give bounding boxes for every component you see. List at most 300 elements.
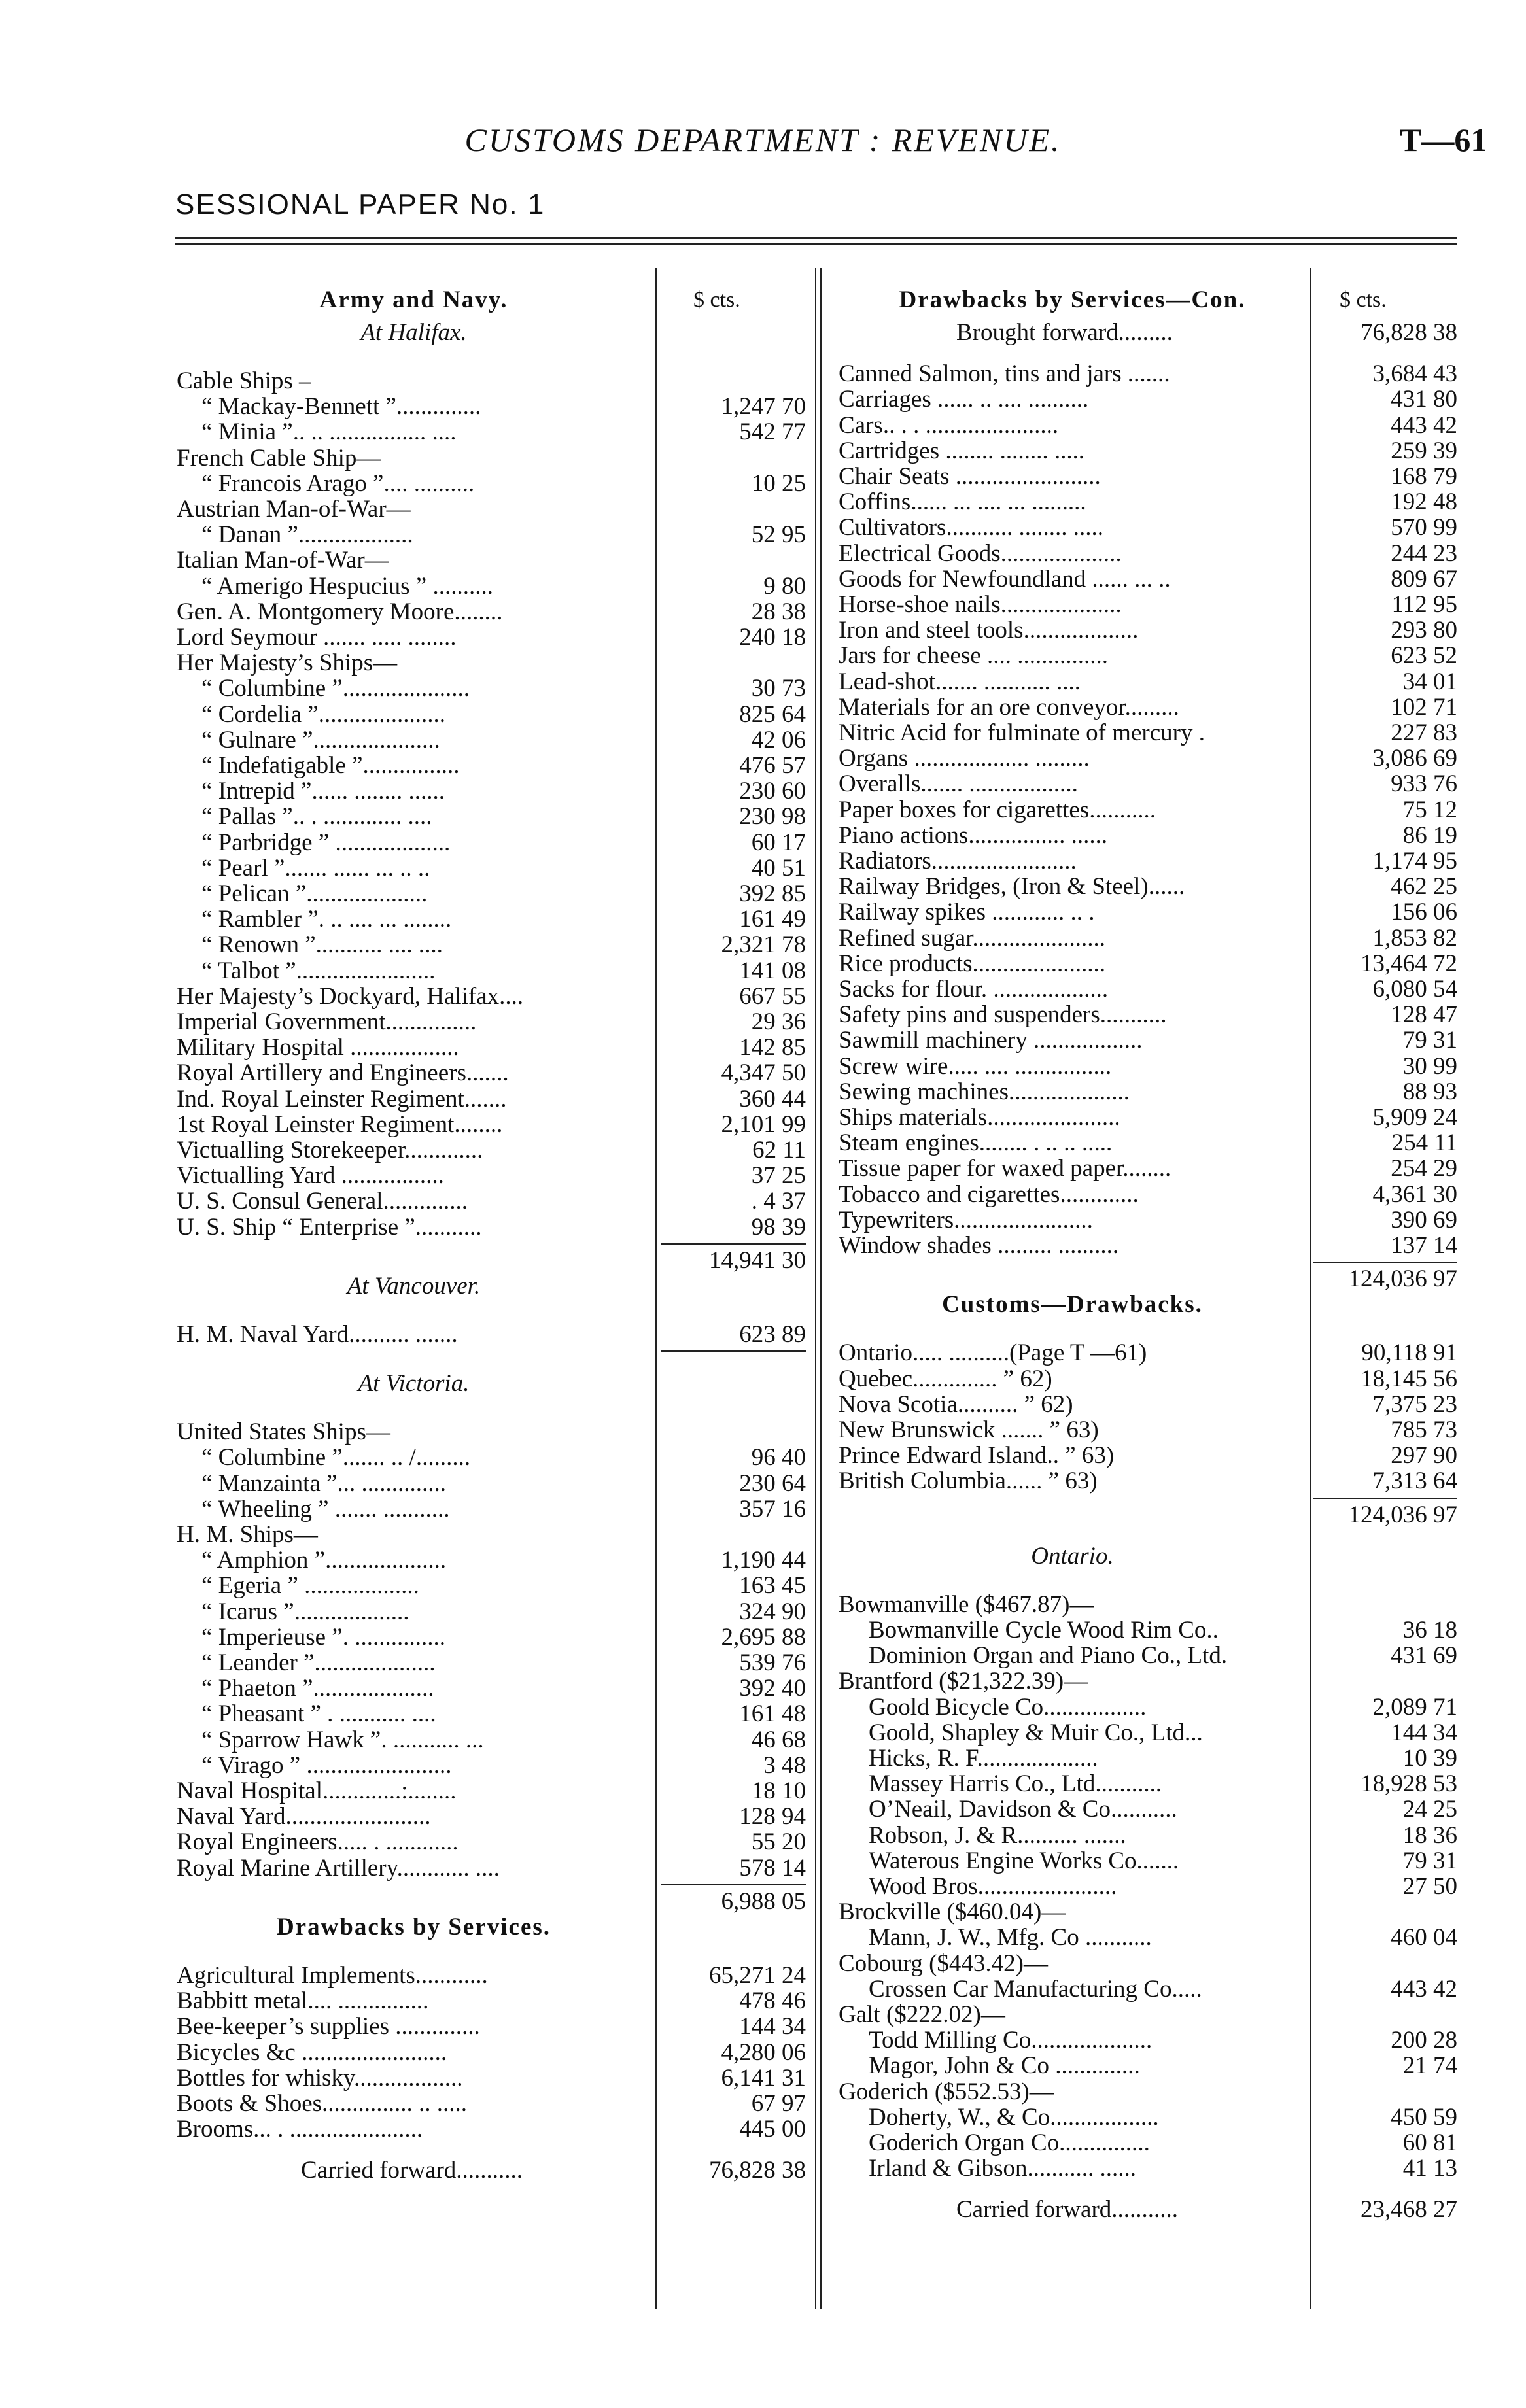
amount-value: 168 79: [1391, 463, 1457, 490]
section-heading: At Victoria.: [358, 1371, 470, 1397]
amount-value: 124,036 97: [1348, 1501, 1457, 1528]
ledger-row: [177, 1963, 806, 1988]
item-label: Ships materials......................: [839, 1105, 1120, 1130]
item-label: 1st Royal Leinster Regiment........: [177, 1112, 503, 1137]
amount-value: 809 67: [1391, 565, 1457, 593]
amount-value: 18 36: [1402, 1821, 1457, 1849]
item-label: Austrian Man-of-War—: [177, 497, 411, 522]
ledger-row: [839, 387, 1457, 412]
item-label: Victualling Yard .................: [177, 1163, 444, 1189]
amount-value: 55 20: [751, 1829, 806, 1856]
amount-value: 443 42: [1391, 1975, 1457, 2003]
item-label: Royal Artillery and Engineers.......: [177, 1061, 509, 1086]
amount-value: 240 18: [739, 624, 806, 651]
amount-value: 293 80: [1391, 617, 1457, 644]
amount-value: 18,928 53: [1361, 1770, 1457, 1798]
item-label: British Columbia...... ” 63): [839, 1469, 1098, 1494]
ledger-row: [839, 567, 1457, 592]
top-rule: [175, 237, 1457, 239]
ledger-row: [177, 497, 806, 522]
ledger-row: [177, 676, 806, 701]
ledger-row: [177, 959, 806, 984]
ledger-row: [177, 1497, 806, 1522]
ledger-row: [839, 695, 1457, 720]
amount-value: 60 81: [1402, 2129, 1457, 2156]
amount-value: 1,174 95: [1372, 848, 1457, 874]
ledger-row: [177, 1779, 806, 1804]
amount-value: 98 39: [751, 1213, 806, 1241]
ledger-row: [177, 1830, 806, 1855]
ledger-row: [177, 1371, 806, 1396]
amount-value: 67 97: [751, 2090, 806, 2117]
item-label: Imperial Government...............: [177, 1010, 477, 1035]
amount-value: 6,988 05: [721, 1887, 806, 1915]
item-label: Chair Seats ........................: [839, 464, 1101, 489]
item-label: Jars for cheese .... ...............: [839, 644, 1109, 669]
amount-value: 30 99: [1402, 1052, 1457, 1080]
ledger-row: [177, 1087, 806, 1112]
item-label: “ Indefatigable ”................: [201, 753, 460, 778]
item-label: Royal Engineers..... . ............: [177, 1830, 459, 1855]
item-label: Italian Man-of-War—: [177, 548, 389, 574]
ledger-row: [839, 746, 1457, 771]
total-rule: [1313, 1262, 1457, 1263]
ledger-row: [839, 1054, 1457, 1079]
item-label: Naval Hospital.............:........: [177, 1779, 457, 1804]
item-label: United States Ships—: [177, 1420, 390, 1445]
ledger-row: [177, 625, 806, 650]
ledger-row: [839, 2028, 1457, 2053]
ledger-row: [177, 1061, 806, 1086]
ledger-row: [177, 548, 806, 573]
item-label: Cartridges ........ ........ .....: [839, 438, 1085, 464]
ledger-row: [839, 1544, 1457, 1569]
ledger-row: [839, 1797, 1457, 1822]
item-label: Ontario..... ..........(Page T —61): [839, 1341, 1147, 1366]
item-label: Cars.. . . ......................: [839, 413, 1059, 438]
ledger-row: [839, 798, 1457, 823]
ledger-row: [839, 1341, 1457, 1366]
ledger-row: [839, 1503, 1457, 1528]
ledger-row: [177, 1676, 806, 1701]
amount-value: 324 90: [739, 1598, 806, 1625]
item-label: Babbitt metal.... ...............: [177, 1989, 429, 2014]
amount-value: 460 04: [1391, 1924, 1457, 1952]
amount-value: 6,141 31: [721, 2064, 806, 2091]
ledger-row: [839, 1443, 1457, 1468]
amount-value: 52 95: [751, 521, 806, 549]
amount-value: 254 11: [1391, 1129, 1457, 1157]
ledger-row: [177, 907, 806, 932]
amount-value: 933 76: [1391, 770, 1457, 798]
ledger-row: [839, 1874, 1457, 1899]
amount-value: 192 48: [1391, 489, 1457, 516]
item-label: Boots & Shoes............... .. .....: [177, 2091, 468, 2116]
amount-value: 445 00: [739, 2116, 806, 2143]
amount-value: 254 29: [1391, 1155, 1457, 1182]
ledger-row: [177, 2040, 806, 2065]
item-label: Nitric Acid for fulminate of mercury .: [839, 721, 1205, 746]
item-label: “ Parbridge ” ...................: [201, 830, 451, 855]
amount-value: 28 38: [751, 598, 806, 625]
ledger-row: [839, 1367, 1457, 1392]
amount-value: 2,321 78: [721, 931, 806, 959]
item-label: Materials for an ore conveyor.........: [839, 695, 1179, 720]
amount-value: 128 47: [1391, 1001, 1457, 1029]
amount-value: 4,347 50: [721, 1059, 806, 1087]
amount-value: 10 25: [751, 470, 806, 497]
amount-value: 18 10: [751, 1778, 806, 1804]
ledger-row: [177, 1445, 806, 1470]
amount-value: 2,695 88: [721, 1623, 806, 1651]
item-label: “ Egeria ” ...................: [201, 1574, 419, 1599]
item-label: “ Mackay-Bennett ”..............: [201, 394, 481, 420]
amount-value: 62 11: [752, 1137, 806, 1163]
item-label: Sewing machines....................: [839, 1079, 1130, 1105]
item-label: Agricultural Implements............: [177, 1963, 488, 1988]
item-label: H. M. Naval Yard.......... .......: [177, 1322, 458, 1347]
amount-value: 230 60: [739, 778, 806, 805]
item-label: Crossen Car Manufacturing Co.....: [869, 1976, 1202, 2002]
amount-value: 34 01: [1402, 668, 1457, 695]
item-label: Tobacco and cigarettes.............: [839, 1182, 1139, 1207]
ledger-row: [177, 1471, 806, 1496]
item-label: “ Wheeling ” ....... ...........: [201, 1496, 450, 1522]
ledger-row: [177, 831, 806, 855]
item-label: Steam engines........ . .. .. .....: [839, 1131, 1113, 1156]
item-label: Massey Harris Co., Ltd...........: [869, 1772, 1162, 1797]
ledger-row: [177, 1522, 806, 1547]
ledger-row: [177, 1035, 806, 1060]
ledger-row: [839, 1592, 1457, 1617]
item-label: “ Francois Arago ”.... ..........: [201, 471, 475, 496]
ledger-row: [839, 320, 1457, 345]
ledger-row: [839, 1925, 1457, 1950]
item-label: “ Intrepid ”...... ........ ......: [201, 779, 445, 804]
amount-value: 65,271 24: [709, 1962, 806, 1989]
item-label: Bottles for whisky..................: [177, 2065, 463, 2091]
item-label: Electrical Goods....................: [839, 541, 1122, 566]
item-label: Horse-shoe nails....................: [839, 593, 1122, 617]
item-label: “ Icarus ”...................: [201, 1599, 409, 1625]
ledger-row: [839, 1772, 1457, 1797]
amount-value: 7,375 23: [1372, 1390, 1457, 1418]
amount-value: 7,313 64: [1372, 1468, 1457, 1495]
amount-value: 1,247 70: [721, 393, 806, 421]
ledger-row: [839, 977, 1457, 1002]
item-label: Naval Yard........................: [177, 1804, 431, 1830]
amount-value: 230 98: [739, 803, 806, 831]
amount-value: 200 28: [1391, 2027, 1457, 2054]
ledger-row: [177, 320, 806, 345]
item-label: Wood Bros.......................: [869, 1874, 1117, 1899]
ledger-row: [177, 1702, 806, 1727]
ledger-row: [177, 1112, 806, 1137]
amount-value: 360 44: [739, 1085, 806, 1112]
item-label: Galt ($222.02)—: [839, 2003, 1005, 2027]
ledger-row: [839, 1977, 1457, 2002]
amount-value: 431 69: [1391, 1642, 1457, 1670]
ledger-row: [177, 1189, 806, 1214]
item-label: U. S. Consul General..............: [177, 1189, 468, 1214]
ledger-row: [839, 490, 1457, 515]
amount-value: 10 39: [1402, 1745, 1457, 1772]
ledger-row: [177, 394, 806, 419]
item-label: Piano actions................ ......: [839, 823, 1108, 848]
ledger-row: [177, 600, 806, 625]
item-label: Canned Salmon, tins and jars .......: [839, 362, 1170, 387]
amount-value: 443 42: [1391, 411, 1457, 439]
amount-value: 539 76: [739, 1649, 806, 1676]
ledger-row: [177, 1215, 806, 1240]
item-label: Sawmill machinery ..................: [839, 1028, 1143, 1054]
item-label: Gen. A. Montgomery Moore........: [177, 599, 503, 625]
ledger-row: [177, 2066, 806, 2091]
item-label: Window shades ......... ..........: [839, 1233, 1119, 1258]
item-label: Screw wire..... .... ................: [839, 1054, 1112, 1079]
amount-value: 3,684 43: [1372, 360, 1457, 388]
ledger-row: [177, 1574, 806, 1598]
item-label: Cobourg ($443.42)—: [839, 1951, 1048, 1976]
item-label: Prince Edward Island.. ” 63): [839, 1443, 1115, 1469]
ledger-row: [177, 369, 806, 394]
item-label: Hicks, R. F....................: [869, 1746, 1098, 1771]
amount-value: 6,080 54: [1372, 976, 1457, 1003]
ledger-row: [839, 1849, 1457, 1874]
amount-value: 450 59: [1391, 2103, 1457, 2131]
item-label: Goderich Organ Co...............: [869, 2131, 1150, 2156]
amount-value: 259 39: [1391, 437, 1457, 464]
item-label: Brantford ($21,322.39)—: [839, 1669, 1088, 1694]
center-separator: [815, 268, 816, 2309]
amount-value: 88 93: [1402, 1078, 1457, 1105]
ledger-row: [177, 1010, 806, 1035]
amount-value: 392 85: [739, 880, 806, 907]
amount-value: 18,145 56: [1361, 1365, 1457, 1392]
page-header-title: CUSTOMS DEPARTMENT : REVENUE.: [464, 122, 1062, 158]
amount-value: 46 68: [751, 1726, 806, 1753]
ledger-row: [177, 1753, 806, 1778]
amount-value: 2,101 99: [721, 1110, 806, 1138]
section-heading: At Vancouver.: [347, 1274, 481, 1299]
ledger-row: [839, 515, 1457, 540]
amount-value: 244 23: [1391, 540, 1457, 567]
item-label: Goold Bicycle Co.................: [869, 1694, 1147, 1720]
ledger-row: [839, 1233, 1457, 1258]
section-heading: Drawbacks by Services—Con.: [899, 288, 1246, 313]
item-label: “ Talbot ”.......................: [201, 958, 436, 984]
amount-value: 60 17: [751, 829, 806, 856]
amount-value: 297 90: [1391, 1442, 1457, 1470]
ledger-row: [177, 472, 806, 496]
ledger-row: [839, 618, 1457, 643]
item-label: Nova Scotia.......... ” 62): [839, 1392, 1073, 1417]
ledger-row: [177, 753, 806, 778]
ledger-row: [839, 1003, 1457, 1027]
amount-value: . 4 37: [751, 1188, 806, 1215]
amount-value: 3,086 69: [1372, 745, 1457, 772]
ledger-row: [839, 721, 1457, 746]
item-label: Robson, J. & R.......... .......: [869, 1823, 1126, 1848]
item-label: “ Pearl ”....... ...... ... .. ..: [201, 855, 430, 881]
ledger-row: [839, 1292, 1457, 1317]
ledger-row: [839, 1028, 1457, 1053]
ledger-row: [839, 1208, 1457, 1233]
amount-value: 1,853 82: [1372, 924, 1457, 952]
amount-value: 1,190 44: [721, 1547, 806, 1574]
amount-value: 144 34: [739, 2013, 806, 2040]
amount-value: 128 94: [739, 1803, 806, 1831]
amount-value: 23,468 27: [1361, 2196, 1457, 2224]
ledger-row: [839, 1823, 1457, 1848]
amount-value: 102 71: [1391, 693, 1457, 721]
amount-value: 42 06: [751, 726, 806, 753]
ledger-row: [839, 413, 1457, 438]
amount-value: 27 50: [1402, 1873, 1457, 1900]
ledger-row: [177, 856, 806, 881]
amount-value: 29 36: [751, 1008, 806, 1035]
amount-value: 79 31: [1402, 1847, 1457, 1874]
item-label: “ Phaeton ”....................: [201, 1676, 434, 1702]
item-label: “ Sparrow Hawk ”. ........... ...: [201, 1727, 484, 1753]
amount-value: 462 25: [1391, 873, 1457, 901]
ledger-row: [177, 1322, 806, 1347]
item-label: “ Pelican ”....................: [201, 882, 428, 906]
ledger-row: [839, 1900, 1457, 1925]
item-label: Coffins...... ... .... ... .........: [839, 490, 1086, 515]
ledger-row: [177, 446, 806, 471]
ledger-row: [177, 2014, 806, 2039]
item-label: Ind. Royal Leinster Regiment.......: [177, 1086, 507, 1112]
amount-value: 431 80: [1391, 386, 1457, 413]
ledger-row: [177, 2117, 806, 2142]
ledger-row: [177, 1600, 806, 1625]
item-label: “ Columbine ”.....................: [201, 676, 470, 702]
item-label: Carriages ...... .. .... ..........: [839, 387, 1089, 413]
ledger-row: [839, 772, 1457, 797]
item-label: Bee-keeper’s supplies ..............: [177, 2014, 480, 2040]
amount-value: 24 25: [1402, 1796, 1457, 1823]
amount-value: 230 64: [739, 1470, 806, 1497]
item-label: O’Neail, Davidson & Co...........: [869, 1797, 1177, 1823]
item-label: Iron and steel tools...................: [839, 618, 1139, 644]
amount-value: 36 18: [1402, 1617, 1457, 1643]
total-rule: [661, 1350, 806, 1352]
ledger-row: [177, 984, 806, 1009]
ledger-row: [177, 882, 806, 906]
ledger-row: [839, 1418, 1457, 1443]
ledger-row: [177, 1420, 806, 1445]
amount-value: 21 74: [1402, 2052, 1457, 2080]
section-heading: Ontario.: [1031, 1543, 1114, 1569]
item-label: Rice products......................: [839, 951, 1105, 976]
ledger-row: [177, 1248, 806, 1273]
ledger-row: [839, 2197, 1457, 2222]
amount-value: 112 95: [1391, 591, 1457, 618]
item-label: Her Majesty’s Dockyard, Halifax....: [177, 984, 524, 1009]
amount-value: 13,464 72: [1361, 950, 1457, 977]
amount-value: 623 89: [739, 1321, 806, 1348]
ledger-row: [839, 1105, 1457, 1130]
ledger-row: [177, 523, 806, 547]
ledger-row: [839, 2080, 1457, 2105]
amount-value: 76,828 38: [1361, 319, 1457, 346]
amount-value: 578 14: [739, 1854, 806, 1882]
amount-value: 476 57: [739, 752, 806, 779]
ledger-row: [839, 644, 1457, 668]
item-label: Sacks for flour. ...................: [839, 977, 1109, 1002]
item-label: New Brunswick ....... ” 63): [839, 1418, 1099, 1443]
amount-value: 785 73: [1391, 1417, 1457, 1443]
amount-value: 79 31: [1402, 1027, 1457, 1054]
amount-value: 4,361 30: [1372, 1180, 1457, 1208]
item-label: Radiators........................: [839, 849, 1077, 874]
amount-value: 5,909 24: [1372, 1104, 1457, 1131]
ledger-row: [839, 849, 1457, 874]
amount-value: 137 14: [1391, 1232, 1457, 1259]
section-heading: Drawbacks by Services.: [276, 1915, 551, 1940]
amount-value: 144 34: [1391, 1719, 1457, 1746]
ledger-row: [839, 926, 1457, 951]
item-label: Goderich ($552.53)—: [839, 2079, 1054, 2105]
amount-value: 478 46: [739, 1987, 806, 2015]
ledger-row: [177, 779, 806, 804]
item-label: “ Minia ”.. .. ................ ....: [201, 420, 457, 445]
amount-value: 667 55: [739, 982, 806, 1010]
ledger-row: [177, 1856, 806, 1881]
ledger-row: [839, 1695, 1457, 1720]
item-label: Paper boxes for cigarettes...........: [839, 797, 1156, 823]
item-label: Quebec.............. ” 62): [839, 1366, 1052, 1392]
ledger-row: [839, 1182, 1457, 1207]
ledger-row: [839, 593, 1457, 617]
ledger-row: [839, 1469, 1457, 1494]
ledger-row: [839, 542, 1457, 566]
amount-value: 156 06: [1391, 899, 1457, 926]
item-label: “ Virago ” ........................: [201, 1753, 452, 1778]
amount-value: 30 73: [751, 675, 806, 702]
item-label: Typewriters.......................: [839, 1207, 1093, 1233]
ledger-row: [839, 439, 1457, 464]
item-label: Victualling Storekeeper.............: [177, 1138, 483, 1163]
ledger-row: [839, 1643, 1457, 1668]
amount-value: 163 45: [739, 1572, 806, 1600]
item-label: “ Leander ”....................: [201, 1651, 436, 1676]
item-label: Waterous Engine Works Co.......: [869, 1848, 1179, 1874]
section-heading: At Halifax.: [360, 320, 467, 345]
item-label: Goods for Newfoundland ...... ... ..: [839, 566, 1171, 592]
ledger-row: [839, 1746, 1457, 1771]
item-label: “ Amerigo Hespucius ” ..........: [201, 574, 493, 599]
ledger-row: [177, 1728, 806, 1753]
ledger-row: [839, 900, 1457, 925]
amount-value: 96 40: [751, 1444, 806, 1471]
ledger-row: [177, 1915, 806, 1940]
ledger-row: [177, 1163, 806, 1188]
ledger-row: [839, 2131, 1457, 2156]
ledger-row: [177, 1651, 806, 1676]
item-label: Royal Marine Artillery............ ....: [177, 1855, 500, 1881]
ledger-row: [839, 362, 1457, 387]
amount-value: 86 19: [1402, 821, 1457, 849]
item-label: Magor, John & Co ..............: [869, 2054, 1140, 2079]
amount-value: 41 13: [1402, 2155, 1457, 2182]
ledger-row: [839, 1156, 1457, 1181]
section-heading: Customs—Drawbacks.: [942, 1292, 1203, 1318]
ledger-row: [839, 2054, 1457, 2078]
ledger-row: [839, 288, 1457, 313]
ledger-row: [839, 1952, 1457, 1976]
